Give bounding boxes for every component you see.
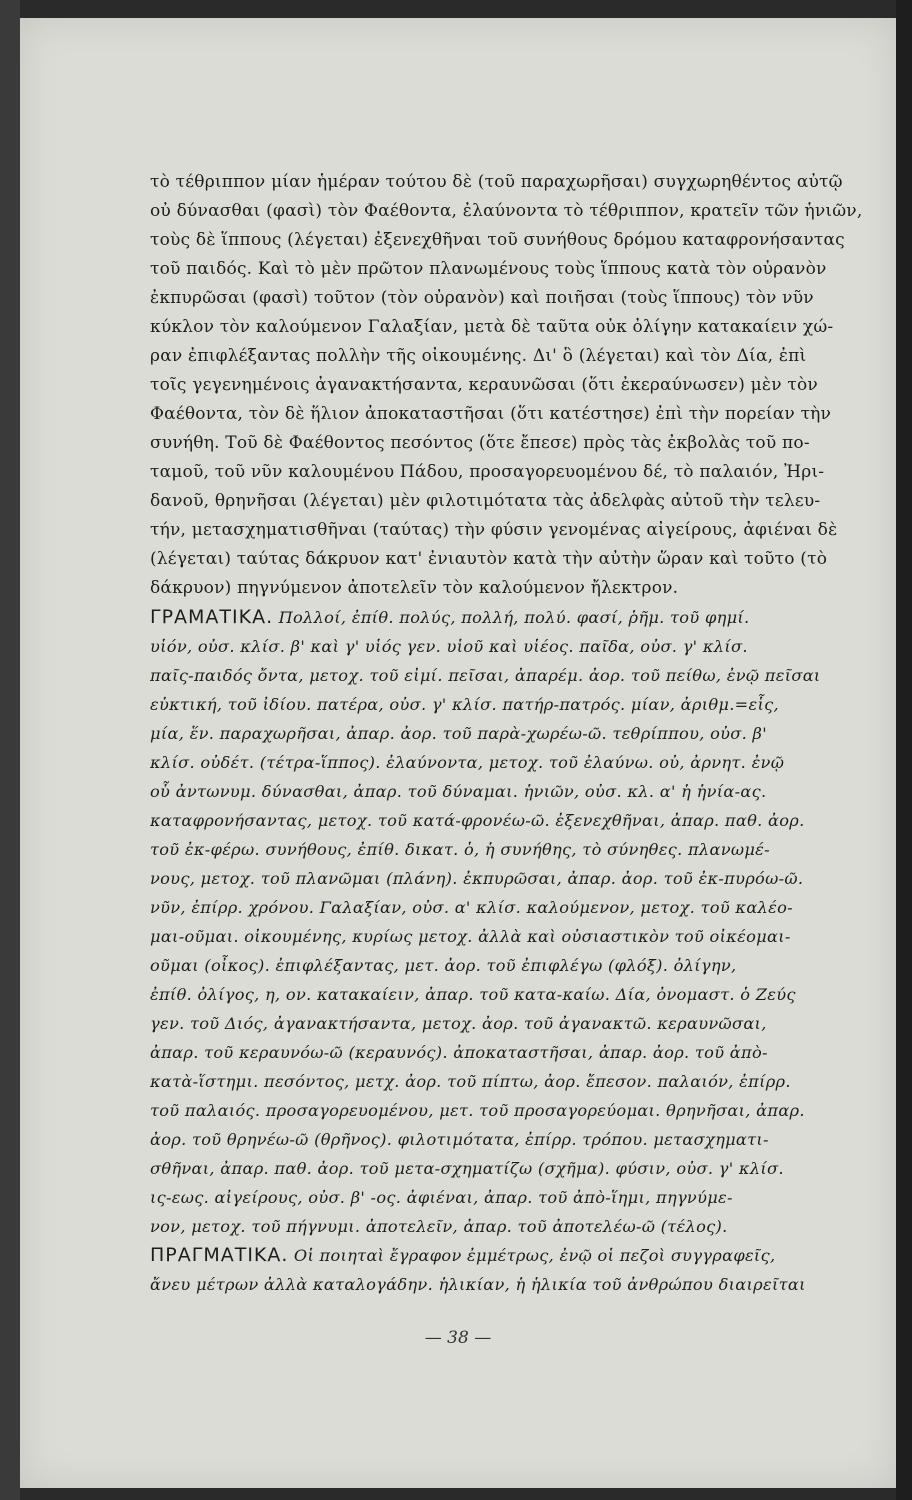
scan-left-edge (0, 0, 20, 1500)
grammar-line (150, 690, 896, 719)
grammar-text: νῦν, ἐπίρρ. χρόνου. Γαλαξίαν, οὐσ. α' κλίσ. καλούμενον, μετοχ. τοῦ καλέο- (150, 898, 793, 917)
passage-line: τοὺς δὲ ἵππους (λέγεται) ἐξενεχθῆναι τοῦ συνήθους δρόμου καταφρονήσαντας (150, 230, 845, 250)
grammar-line (150, 1154, 896, 1183)
grammar-line (150, 748, 896, 777)
grammar-line (150, 719, 896, 748)
grammar-text: εὐκτική, τοῦ ἰδίου. πατέρα, οὐσ. γ' κλίσ. πατήρ-πατρός. μίαν, ἀριθμ.=εἷς, (150, 695, 779, 714)
grammar-line (150, 922, 896, 951)
scan-right-edge (896, 0, 912, 1500)
grammar-heading: ΓΡΑΜΑΤΙΚΑ. (150, 606, 274, 628)
grammar-text: νους, μετοχ. τοῦ πλανῶμαι (πλάνη). ἐκπυρῶσαι, ἀπαρ. ἀορ. τοῦ ἐκ-πυρόω-ῶ. (150, 869, 804, 888)
grammar-text: ἀορ. τοῦ θρηνέω-ῶ (θρῆνος). φιλοτιμότατα, ἐπίρρ. τρόπου. μετασχηματι- (150, 1130, 769, 1149)
grammar-text: οὗ ἀντωνυμ. δύνασθαι, ἀπαρ. τοῦ δύναμαι. ἡνιῶν, οὐσ. κλ. α' ἡ ἡνία-ας. (150, 782, 767, 801)
page-text (150, 168, 896, 1299)
passage-line: τὸ τέθριππον μίαν ἡμέραν τούτου δὲ (τοῦ παραχωρῆσαι) συγχωρηθέντος αὐτῷ (150, 172, 843, 192)
pragmatika-text: Οἱ ποιηταὶ ἔγραφον ἐμμέτρως, ἐνῷ οἱ πεζοὶ συγγραφεῖς, (293, 1246, 776, 1265)
passage-line: δάκρυον) πηγνύμενον ἀποτελεῖν τὸν καλούμενον ἤλεκτρον. (150, 578, 679, 598)
grammar-line (150, 893, 896, 922)
grammar-line (150, 951, 896, 980)
passage-line: τοῦ παιδός. Καὶ τὸ μὲν πρῶτον πλανωμένους τοὺς ἵππους κατὰ τὸν οὐρανὸν (150, 259, 827, 279)
passage-line: συνήθη. Τοῦ δὲ Φαέθοντος πεσόντος (ὅτε ἔπεσε) πρὸς τὰς ἐκβολὰς τοῦ πο- (150, 433, 810, 453)
grammar-text: σθῆναι, ἀπαρ. παθ. ἀορ. τοῦ μετα-σχηματίζω (σχῆμα). φύσιν, οὐσ. γ' κλίσ. (150, 1159, 784, 1178)
grammar-text: τοῦ παλαιός. προσαγορευομένου, μετ. τοῦ προσαγορεύομαι. θρηνῆσαι, ἀπαρ. (150, 1101, 805, 1120)
grammar-line (150, 632, 896, 661)
grammar-text: ἐπίθ. ὀλίγος, η, ον. κατακαίειν, ἀπαρ. τοῦ κατα-καίω. Δία, ὀνομαστ. ὁ Ζεύς (150, 985, 796, 1004)
grammar-text: παῖς-παιδός ὄντα, μετοχ. τοῦ εἰμί. πεῖσαι, ἀπαρέμ. ἀορ. τοῦ πείθω, ἐνῷ πεῖσαι (150, 666, 821, 685)
passage-line: τοῖς γεγενημένοις ἀγανακτήσαντα, κεραυνῶσαι (ὅτι ἐκεραύνωσεν) μὲν τὸν (150, 375, 818, 395)
grammar-text: μαι-οῦμαι. οἰκουμένης, κυρίως μετοχ. ἀλλὰ καὶ οὐσιαστικὸν τοῦ οἰκέομαι- (150, 927, 791, 946)
page-number: — 38 — (424, 1328, 492, 1348)
passage-line: κύκλον τὸν καλούμενον Γαλαξίαν, μετὰ δὲ ταῦτα οὐκ ὀλίγην κατακαίειν χώ- (150, 317, 834, 337)
pragmatika-text: ἄνευ μέτρων ἀλλὰ καταλογάδην. ἡλικίαν, ἡ ἡλικία τοῦ ἀνθρώπου διαιρεῖται (150, 1275, 806, 1294)
grammar-line (150, 1212, 896, 1241)
grammar-line (150, 864, 896, 893)
grammar-text: ις-εως. αἰγείρους, οὐσ. β' -ος. ἀφιέναι, ἀπαρ. τοῦ ἀπὸ-ἵημι, πηγνύμε- (150, 1188, 733, 1207)
grammar-line (150, 661, 896, 690)
grammar-line (150, 1183, 896, 1212)
grammar-line (150, 1038, 896, 1067)
grammar-line (150, 1067, 896, 1096)
passage-line: ταμοῦ, τοῦ νῦν καλουμένου Πάδου, προσαγορευομένου δέ, τὸ παλαιόν, Ἠρι- (150, 462, 825, 482)
passage-line: δανοῦ, θρηνῆσαι (λέγεται) μὲν φιλοτιμότατα τὰς ἀδελφὰς αὐτοῦ τὴν τελευ- (150, 491, 821, 511)
passage-line: (λέγεται) ταύτας δάκρυον κατ' ἐνιαυτὸν κατὰ τὴν αὐτὴν ὥραν καὶ τοῦτο (τὸ (150, 549, 828, 569)
book-page (20, 18, 896, 1488)
grammar-text: οῦμαι (οἶκος). ἐπιφλέξαντας, μετ. ἀορ. τοῦ ἐπιφλέγω (φλόξ). ὀλίγην, (150, 956, 737, 975)
grammar-line (150, 980, 896, 1009)
grammar-text: ἀπαρ. τοῦ κεραυνόω-ῶ (κεραυνός). ἀποκαταστῆσαι, ἀπαρ. ἀορ. τοῦ ἀπὸ- (150, 1043, 768, 1062)
pragmatika-line (150, 1270, 896, 1299)
grammar-line (150, 1009, 896, 1038)
grammar-text: καταφρονήσαντας, μετοχ. τοῦ κατά-φρονέω-ῶ. ἐξενεχθῆναι, ἀπαρ. παθ. ἀορ. (150, 811, 805, 830)
grammar-text: κατὰ-ἵστημι. πεσόντος, μετχ. ἀορ. τοῦ πίπτω, ἀορ. ἔπεσον. παλαιόν, ἐπίρρ. (150, 1072, 791, 1091)
grammar-line (150, 1096, 896, 1125)
grammar-line (150, 806, 896, 835)
passage-line: οὐ δύνασθαι (φασὶ) τὸν Φαέθοντα, ἐλαύνοντα τὸ τέθριππον, κρατεῖν τῶν ἡνιῶν, (150, 201, 863, 221)
grammar-text: νον, μετοχ. τοῦ πήγνυμι. ἀποτελεῖν, ἀπαρ. τοῦ ἀποτελέω-ῶ (τέλος). (150, 1217, 728, 1236)
passage-line: τήν, μετασχηματισθῆναι (ταύτας) τὴν φύσιν γενομένας αἰγείρους, ἀφιέναι δὲ (150, 520, 838, 540)
pragmatika-heading: ΠΡΑΓΜΑΤΙΚΑ. (150, 1244, 289, 1266)
pragmatika-line (150, 1241, 896, 1270)
passage-line: ἐκπυρῶσαι (φασὶ) τοῦτον (τὸν οὐρανὸν) καὶ ποιῆσαι (τοὺς ἵππους) τὸν νῦν (150, 288, 814, 308)
passage-line: ραν ἐπιφλέξαντας πολλὴν τῆς οἰκουμένης. Δι' ὃ (λέγεται) καὶ τὸν Δία, ἐπὶ (150, 346, 807, 366)
grammar-text: κλίσ. οὐδέτ. (τέτρα-ἵππος). ἐλαύνοντα, μετοχ. τοῦ ἐλαύνω. οὐ, ἀρνητ. ἐνῷ (150, 753, 785, 772)
grammar-text: υἱόν, οὐσ. κλίσ. β' καὶ γ' υἱός γεν. υἱοῦ καὶ υἱέος. παῖδα, οὐσ. γ' κλίσ. (150, 637, 748, 656)
passage-line: Φαέθοντα, τὸν δὲ ἥλιον ἀποκαταστῆσαι (ὅτι κατέστησε) ἐπὶ τὴν πορείαν τὴν (150, 404, 832, 424)
grammar-text: Πολλοί, ἐπίθ. πολύς, πολλή, πολύ. φασί, ῥῆμ. τοῦ φημί. (278, 608, 750, 627)
grammar-text: τοῦ ἐκ-φέρω. συνήθους, ἐπίθ. δικατ. ὁ, ἡ συνήθης, τὸ σύνηθες. πλανωμέ- (150, 840, 770, 859)
grammar-line (150, 777, 896, 806)
grammar-text: γεν. τοῦ Διός, ἀγανακτήσαντα, μετοχ. ἀορ. τοῦ ἀγανακτῶ. κεραυνῶσαι, (150, 1014, 767, 1033)
grammar-line (150, 1125, 896, 1154)
grammar-text: μία, ἕν. παραχωρῆσαι, ἀπαρ. ἀορ. τοῦ παρὰ-χωρέω-ῶ. τεθρίππου, οὐσ. β' (150, 724, 767, 743)
grammar-line (150, 835, 896, 864)
grammar-line (150, 603, 896, 632)
